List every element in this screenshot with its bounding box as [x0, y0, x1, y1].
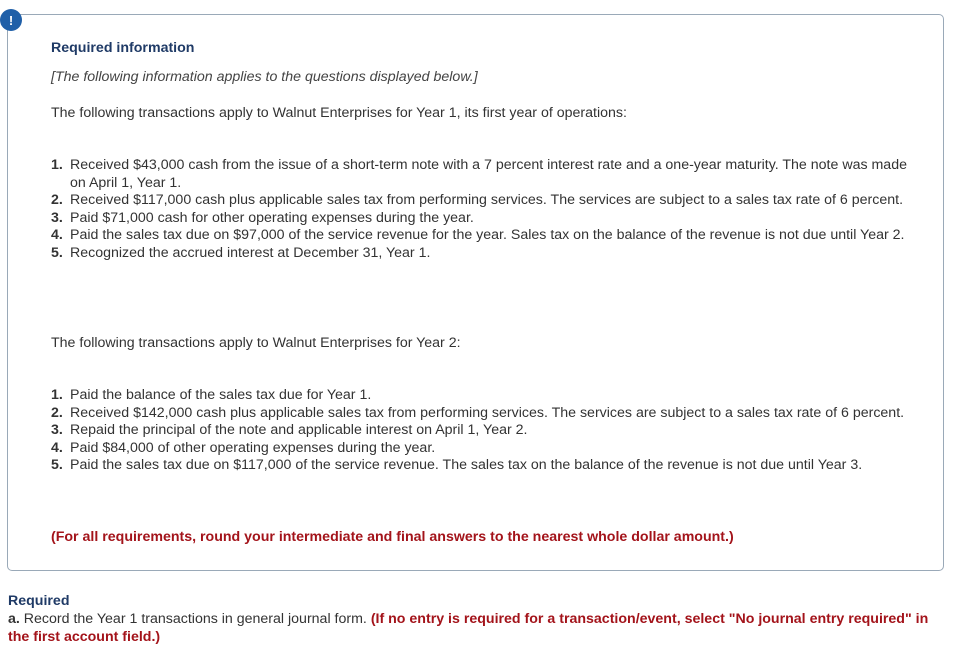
item-text: Recognized the accrued interest at December 31, Year 1.: [70, 244, 431, 261]
list-item: [51, 387, 911, 405]
list-item: [51, 227, 911, 245]
list-item: [51, 157, 911, 192]
year2-intro: The following transactions apply to Walnut Enterprises for Year 2:: [51, 335, 461, 351]
list-item: [51, 210, 911, 228]
list-item: [51, 245, 911, 263]
item-number: 2.: [51, 404, 63, 421]
list-item: [51, 422, 911, 440]
item-number: 1.: [51, 157, 63, 173]
item-text: Paid the sales tax due on $97,000 of the service revenue for the year. Sales tax on the balance of the revenue is not due until Year 2.: [70, 227, 905, 244]
item-text: Received $43,000 cash from the issue of a short-term note with a 7 percent interest rate and a one-year maturity. The note was made on April 1, Year 1.: [70, 157, 907, 191]
item-text: Paid $71,000 cash for other operating expenses during the year.: [70, 209, 474, 226]
year2-transaction-list: [51, 387, 911, 475]
year1-intro: The following transactions apply to Walnut Enterprises for Year 1, its first year of operations:: [51, 105, 627, 121]
item-number: 4.: [51, 439, 63, 456]
requirement-a: [8, 611, 938, 646]
item-number: 3.: [51, 422, 63, 439]
requirement-label: a.: [8, 611, 20, 627]
rounding-note: (For all requirements, round your intermediate and final answers to the nearest whole dollar amount.): [51, 529, 734, 545]
year1-transaction-list: [51, 157, 911, 263]
item-number: 4.: [51, 227, 63, 244]
requirement-text: Record the Year 1 transactions in general journal form.: [23, 611, 367, 627]
alert-icon: !: [0, 9, 22, 31]
list-item: [51, 457, 911, 475]
info-title: Required information: [51, 40, 195, 56]
item-text: Paid the balance of the sales tax due for Year 1.: [70, 387, 372, 403]
list-item: [51, 405, 911, 423]
required-title: Required: [8, 593, 70, 609]
item-number: 2.: [51, 192, 63, 209]
list-item: [51, 192, 911, 210]
item-text: Received $142,000 cash plus applicable sales tax from performing services. The services are subject to a sales tax rate of 6 percent.: [70, 404, 905, 421]
item-text: Received $117,000 cash plus applicable sales tax from performing services. The services are subject to a sales tax rate of 6 percent.: [70, 192, 904, 209]
item-number: 3.: [51, 209, 63, 226]
item-text: Repaid the principal of the note and applicable interest on April 1, Year 2.: [70, 422, 528, 439]
item-number: 5.: [51, 244, 63, 261]
item-text: Paid the sales tax due on $117,000 of the service revenue. The sales tax on the balance of the revenue is not due until Year 3.: [70, 457, 863, 474]
item-number: 1.: [51, 387, 63, 403]
info-note: [The following information applies to the questions displayed below.]: [51, 69, 478, 85]
requirement-instruction: (If no entry is required for a transaction/event, select "No journal entry required" in the first account field.): [8, 611, 929, 645]
required-information-panel: [7, 14, 944, 571]
list-item: [51, 440, 911, 458]
item-number: 5.: [51, 457, 63, 474]
item-text: Paid $84,000 of other operating expenses during the year.: [70, 439, 436, 456]
